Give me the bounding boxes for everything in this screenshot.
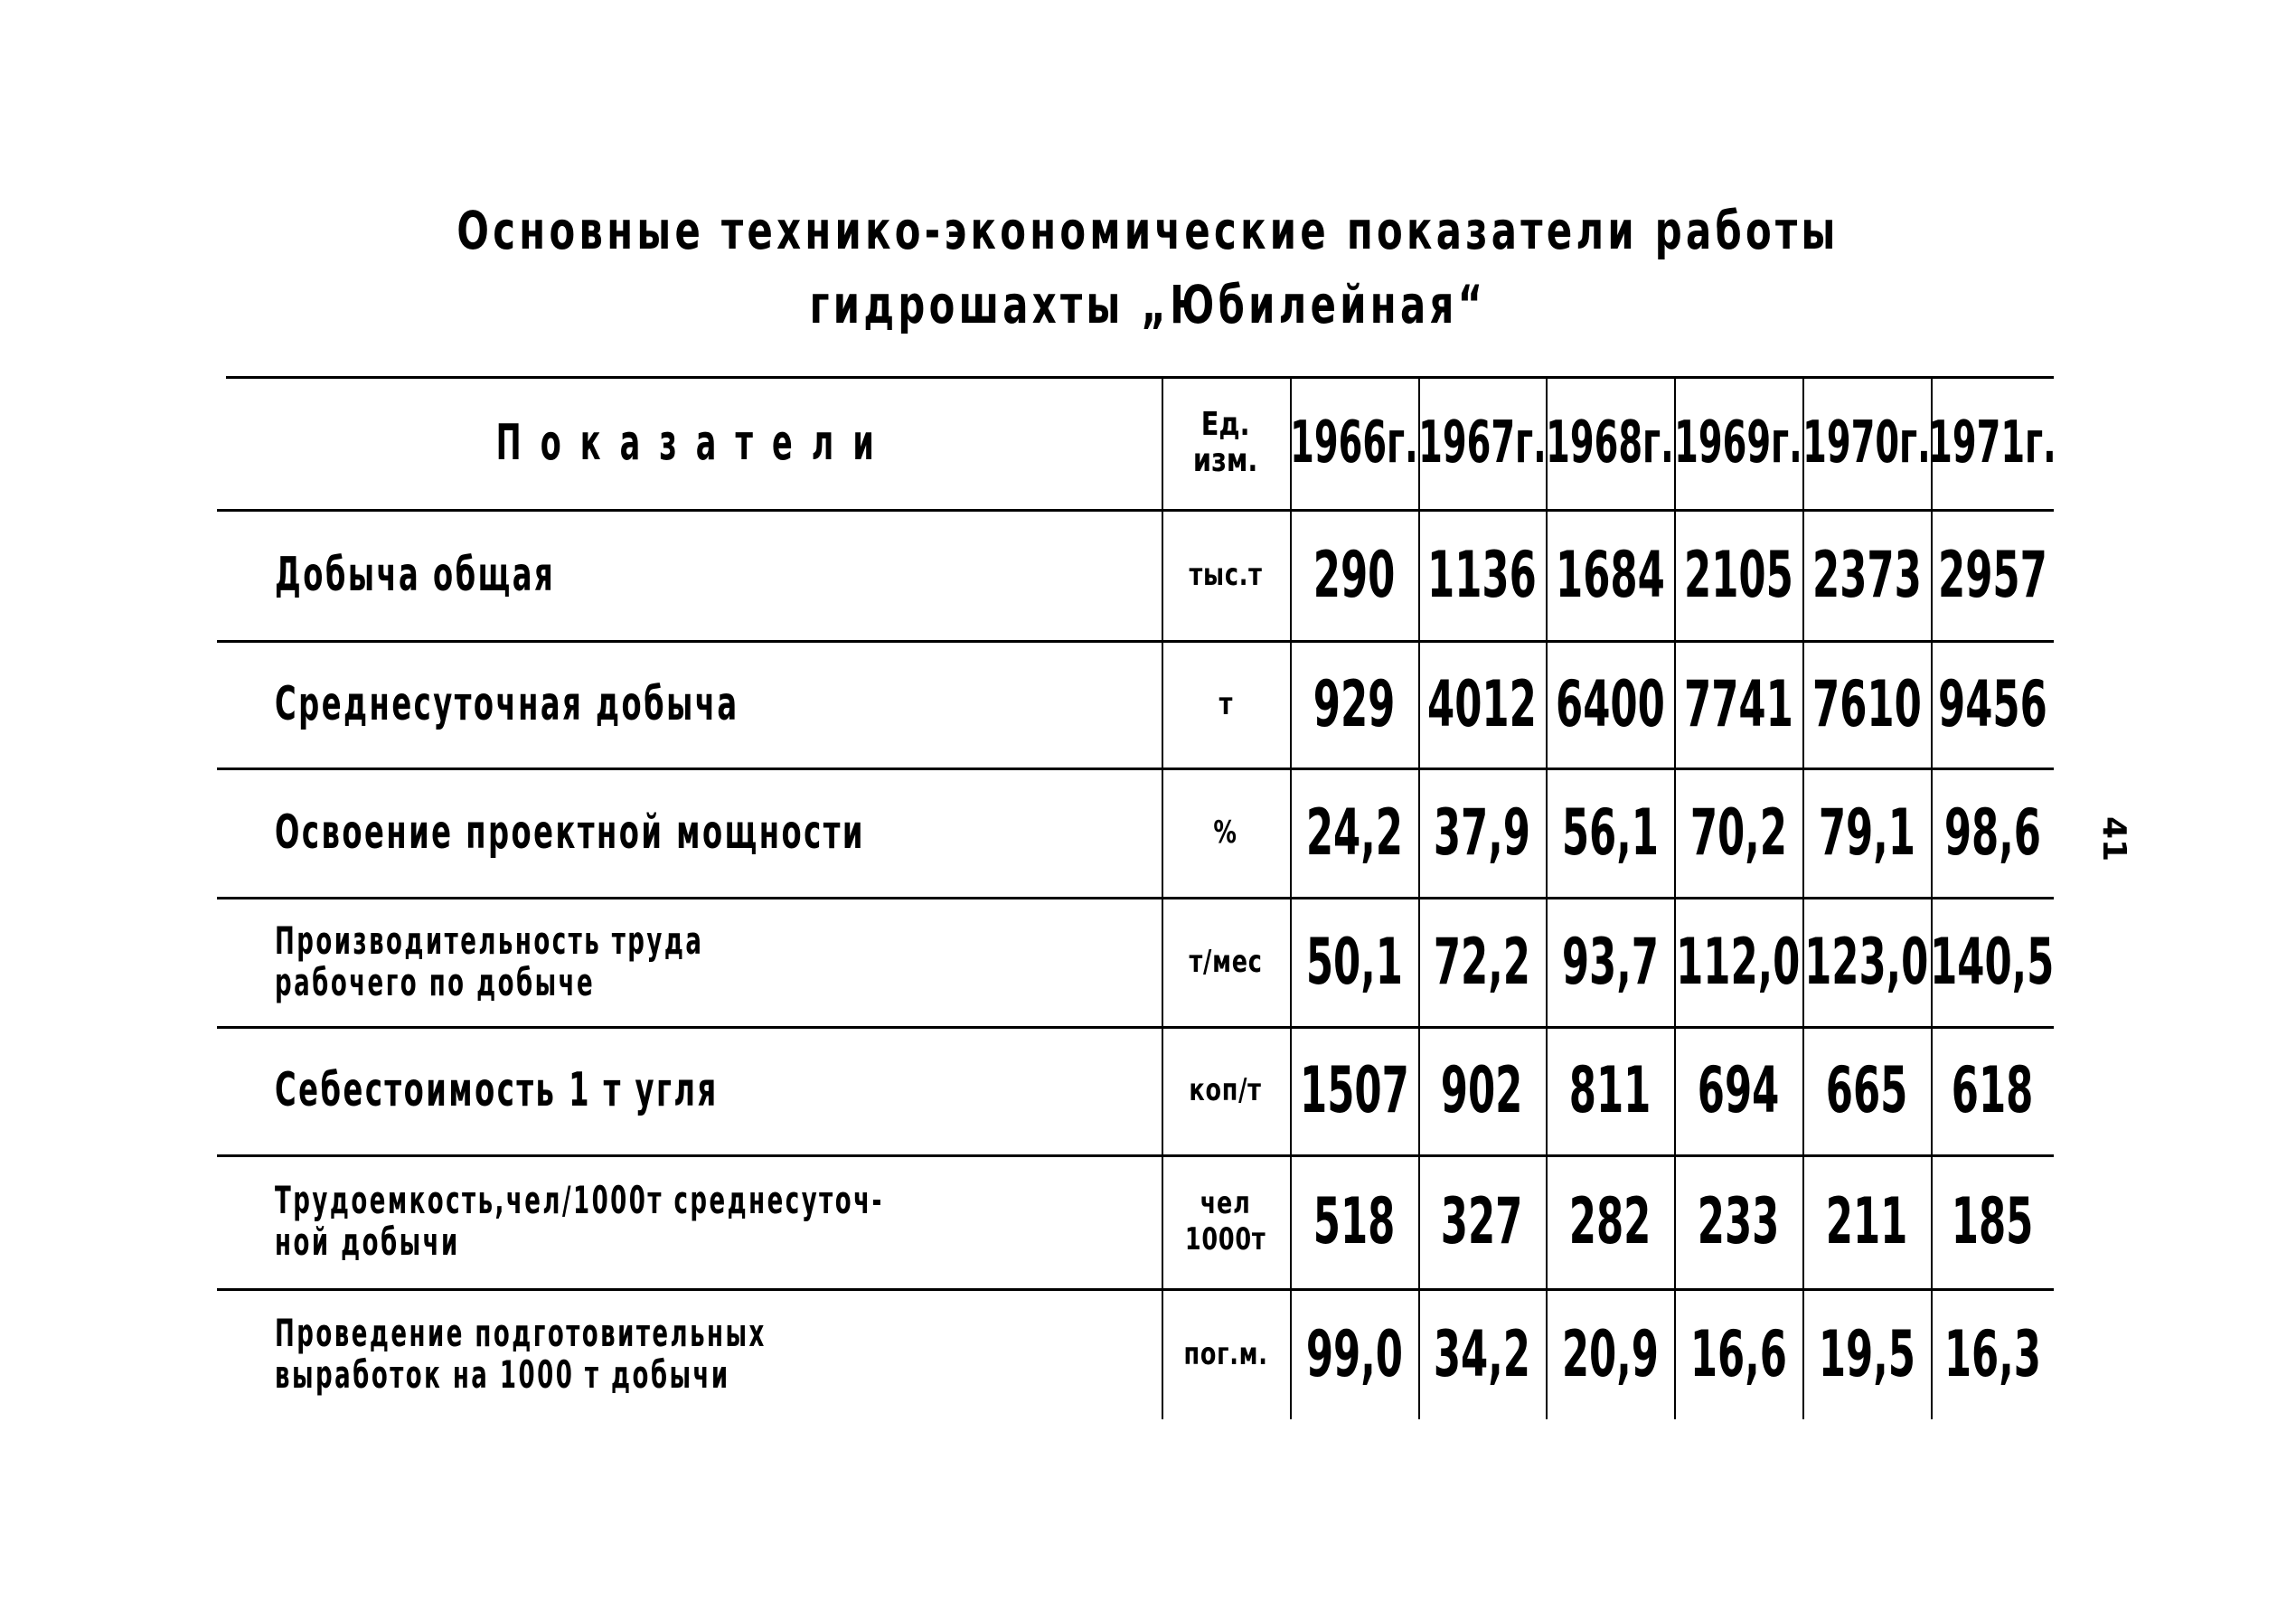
row-value xyxy=(1546,768,1674,897)
row-indicator xyxy=(275,1288,1162,1419)
row-value xyxy=(1290,897,1418,1026)
row-value xyxy=(1802,640,1931,768)
row-value-text: 79,1 xyxy=(1818,795,1915,870)
row-unit-text: % xyxy=(1213,814,1238,851)
row-indicator-text: Трудоемкость,чел/1000т среднесуточ- ной добычи xyxy=(275,1178,884,1264)
row-value-text: 19,5 xyxy=(1818,1316,1915,1391)
row-indicator xyxy=(275,768,1162,897)
row-value xyxy=(1931,1288,2054,1419)
row-value-text: 902 xyxy=(1441,1053,1523,1127)
row-value xyxy=(1546,509,1674,640)
row-value xyxy=(1418,1154,1546,1288)
row-value xyxy=(1931,1154,2054,1288)
header-unit-text: Ед. изм. xyxy=(1193,405,1258,479)
header-year-text: 1969г. xyxy=(1674,409,1802,476)
row-value xyxy=(1290,509,1418,640)
page-number: 41 xyxy=(2095,816,2132,862)
row-value xyxy=(1546,897,1674,1026)
row-value-text: 56,1 xyxy=(1561,795,1659,870)
row-value xyxy=(1290,1026,1418,1154)
row-value-text: 327 xyxy=(1441,1184,1523,1258)
row-indicator xyxy=(275,509,1162,640)
row-value-text: 282 xyxy=(1568,1184,1651,1258)
row-unit xyxy=(1162,1026,1290,1154)
row-value xyxy=(1290,768,1418,897)
row-value xyxy=(1418,768,1546,897)
row-value-text: 140,5 xyxy=(1930,924,2055,999)
row-value-text: 518 xyxy=(1313,1184,1396,1258)
row-value xyxy=(1802,1026,1931,1154)
row-value xyxy=(1674,768,1802,897)
row-unit xyxy=(1162,897,1290,1026)
header-year-text: 1970г. xyxy=(1802,409,1931,476)
row-unit xyxy=(1162,768,1290,897)
row-value xyxy=(1546,1026,1674,1154)
header-year xyxy=(1546,376,1674,509)
row-indicator xyxy=(275,1154,1162,1288)
row-indicator xyxy=(275,1026,1162,1154)
row-value-text: 98,6 xyxy=(1943,795,2041,870)
row-value xyxy=(1802,897,1931,1026)
row-value-text: 99,0 xyxy=(1305,1316,1403,1391)
row-value-text: 123,0 xyxy=(1804,924,1929,999)
row-value-text: 618 xyxy=(1951,1053,2034,1127)
row-value-text: 2373 xyxy=(1811,537,1922,612)
row-value xyxy=(1418,1026,1546,1154)
row-value-text: 72,2 xyxy=(1433,924,1531,999)
header-year-text: 1968г. xyxy=(1546,409,1674,476)
row-value-text: 50,1 xyxy=(1305,924,1403,999)
row-indicator-text: Себестоимость 1 т угля xyxy=(275,1063,719,1117)
row-unit-text: пог.м. xyxy=(1183,1335,1268,1372)
row-value-text: 4012 xyxy=(1427,666,1537,741)
row-unit-text: т xyxy=(1219,685,1233,722)
row-value-text: 1507 xyxy=(1299,1053,1409,1127)
row-value-text: 233 xyxy=(1697,1184,1780,1258)
row-value-text: 20,9 xyxy=(1561,1316,1659,1391)
row-indicator-text: Среднесуточная добыча xyxy=(275,676,739,731)
row-indicator-text: Производительность труда рабочего по добыче xyxy=(275,918,704,1004)
row-value xyxy=(1931,640,2054,768)
row-value xyxy=(1546,640,1674,768)
header-year-text: 1966г. xyxy=(1290,409,1418,476)
header-year xyxy=(1418,376,1546,509)
row-value-text: 665 xyxy=(1825,1053,1908,1127)
row-value-text: 24,2 xyxy=(1305,795,1403,870)
row-value-text: 70,2 xyxy=(1689,795,1787,870)
row-value xyxy=(1290,640,1418,768)
row-value xyxy=(1802,768,1931,897)
header-unit xyxy=(1162,376,1290,509)
row-value-text: 2957 xyxy=(1937,537,2047,612)
row-value xyxy=(1674,509,1802,640)
header-year xyxy=(1290,376,1418,509)
row-value xyxy=(1290,1288,1418,1419)
row-value xyxy=(1546,1288,1674,1419)
row-value xyxy=(1931,897,2054,1026)
row-value-text: 2105 xyxy=(1683,537,1793,612)
document-title-line-2: гидрошахты „Юбилейная“ xyxy=(809,274,1487,335)
row-value xyxy=(1802,1288,1931,1419)
row-value-text: 1684 xyxy=(1555,537,1665,612)
row-unit xyxy=(1162,1154,1290,1288)
row-value xyxy=(1418,897,1546,1026)
row-value xyxy=(1802,1154,1931,1288)
row-value-text: 16,3 xyxy=(1943,1316,2041,1391)
row-unit xyxy=(1162,1288,1290,1419)
row-value-text: 929 xyxy=(1313,666,1396,741)
row-value xyxy=(1418,509,1546,640)
row-value-text: 9456 xyxy=(1937,666,2047,741)
row-value-text: 37,9 xyxy=(1433,795,1531,870)
document-title-line-1: Основные технико-экономические показатели работы xyxy=(456,200,1840,261)
header-year-text: 1967г. xyxy=(1417,409,1547,476)
row-value xyxy=(1546,1154,1674,1288)
row-value xyxy=(1418,1288,1546,1419)
row-indicator-text: Проведение подготовительных выработок на 1000 т добычи xyxy=(275,1310,767,1397)
header-indicator-text: Показатели xyxy=(495,414,894,471)
row-value xyxy=(1674,897,1802,1026)
row-value xyxy=(1931,768,2054,897)
header-indicator xyxy=(228,376,1162,509)
row-value-text: 34,2 xyxy=(1433,1316,1531,1391)
row-value xyxy=(1674,1026,1802,1154)
row-value xyxy=(1802,509,1931,640)
row-unit-text: т/мес xyxy=(1189,943,1263,980)
row-value xyxy=(1290,1154,1418,1288)
row-value-text: 6400 xyxy=(1555,666,1665,741)
row-value xyxy=(1674,1288,1802,1419)
row-indicator-text: Освоение проектной мощности xyxy=(275,805,865,860)
row-value xyxy=(1931,1026,2054,1154)
row-indicator xyxy=(275,897,1162,1026)
row-value-text: 93,7 xyxy=(1561,924,1659,999)
header-year xyxy=(1802,376,1931,509)
row-value-text: 16,6 xyxy=(1689,1316,1787,1391)
row-value-text: 290 xyxy=(1313,537,1396,612)
row-unit xyxy=(1162,509,1290,640)
row-unit-text: тыс.т xyxy=(1189,556,1263,593)
row-indicator xyxy=(275,640,1162,768)
header-year xyxy=(1674,376,1802,509)
row-unit xyxy=(1162,640,1290,768)
row-value xyxy=(1418,640,1546,768)
header-year xyxy=(1928,376,2056,509)
header-year-text: 1971г. xyxy=(1928,409,2056,476)
row-value-text: 7610 xyxy=(1811,666,1922,741)
row-value-text: 211 xyxy=(1825,1184,1908,1258)
row-value-text: 694 xyxy=(1697,1053,1780,1127)
row-value-text: 185 xyxy=(1951,1184,2034,1258)
row-value-text: 811 xyxy=(1568,1053,1651,1127)
row-unit-text: коп/т xyxy=(1189,1072,1263,1108)
row-value-text: 112,0 xyxy=(1676,924,1801,999)
row-value-text: 7741 xyxy=(1683,666,1793,741)
row-value xyxy=(1931,509,2054,640)
row-unit-text: чел 1000т xyxy=(1185,1185,1266,1257)
row-value-text: 1136 xyxy=(1427,537,1537,612)
row-value xyxy=(1674,640,1802,768)
row-indicator-text: Добыча общая xyxy=(275,547,556,602)
row-value xyxy=(1674,1154,1802,1288)
